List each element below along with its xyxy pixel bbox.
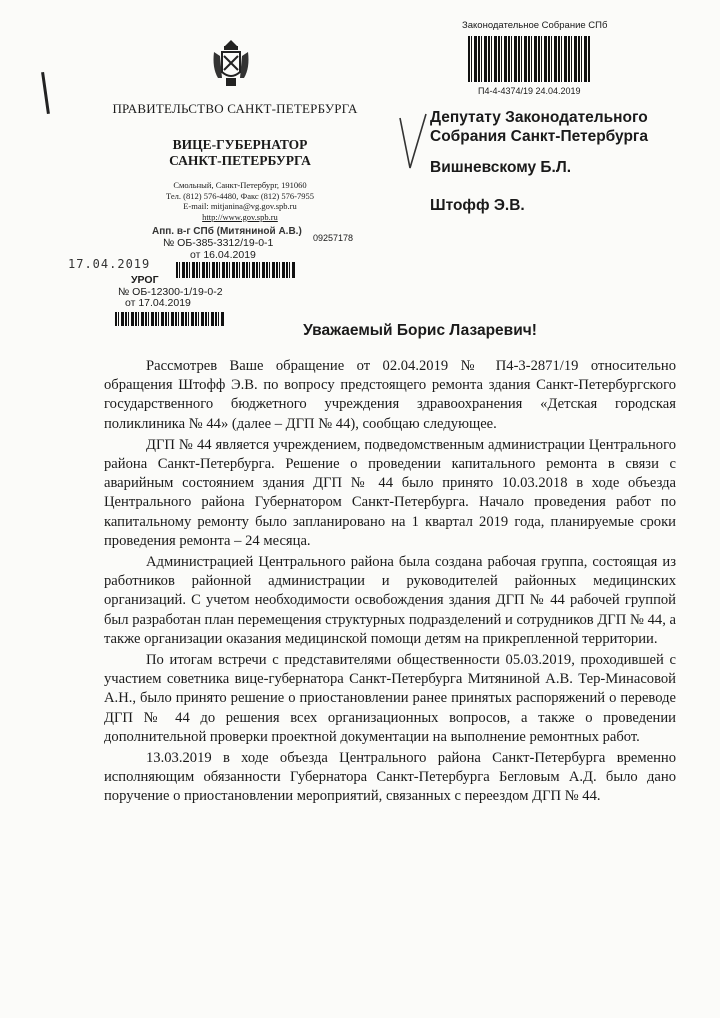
body-paragraph: ДГП № 44 является учреждением, подведомственным администрации Центрального района Санкт-Петербурга. Решение о проведении капитального ремонта в связи с аварийным состоянием здания ДГП № 44 было принято 10.03.2018 в ходе объезда Центрального района Губернатором Санкт-Петербурга. Начало проведения работ по капитальному ремонту было запланировано на 1 квартал 2019 года, планируемые сроки проведения ремонта – 24 месяца. bbox=[104, 436, 676, 549]
recipient-line2: Собрания Санкт-Петербурга bbox=[430, 128, 649, 145]
salutation: Уважаемый Борис Лазаревич! bbox=[303, 322, 537, 339]
recipient-block bbox=[430, 108, 690, 215]
recipient-line1: Депутату Законодательного bbox=[430, 109, 648, 126]
body-paragraph: По итогам встречи с представителями общественности 05.03.2019, проходившей с участием советника вице-губернатора Санкт-Петербурга Митяниной А.В. Тер-Минасовой А.Н., было принято решение о приостановлении ранее принятых распоряжений о переводе ДГП № 44 до решения всех организационных вопросов, а также о проведении дополнительной проверки проектной документации на выполнение ремонтных работ. bbox=[104, 652, 676, 745]
sender-address bbox=[160, 180, 320, 222]
body-paragraph: 13.03.2019 в ходе объезда Центрального района Санкт-Петербурга временно исполняющим обязанности Губернатора Санкт-Петербурга Бегловым А.Д. было дано поручение о приостановлении мероприятий, связанных с переездом ДГП № 44. bbox=[104, 750, 676, 805]
apparatus-stamp: Апп. в-г СПб (Митяниной А.В.) bbox=[152, 226, 302, 237]
vice-governor-line1: ВИЦЕ-ГУБЕРНАТОР bbox=[172, 137, 308, 152]
letter-body bbox=[104, 357, 676, 809]
government-title: ПРАВИТЕЛЬСТВО САНКТ-ПЕТЕРБУРГА bbox=[112, 101, 358, 116]
outgoing-number: № ОБ-385-3312/19-0-1 bbox=[163, 237, 274, 249]
recipient-line3: Вишневскому Б.Л. bbox=[430, 159, 572, 176]
assembly-registration-number: П4-4-4374/19 24.04.2019 bbox=[478, 86, 581, 96]
assembly-barcode bbox=[468, 36, 590, 82]
handwritten-check-mark bbox=[398, 112, 428, 172]
spb-coat-of-arms-icon bbox=[208, 38, 254, 88]
barcode-number: 09257178 bbox=[313, 233, 354, 243]
urog-number: № ОБ-12300-1/19-0-2 bbox=[118, 286, 223, 298]
assembly-stamp-name: Законодательное Собрание СПб bbox=[462, 20, 608, 31]
urog-title: УРОГ bbox=[131, 274, 159, 286]
vice-governor-title bbox=[165, 137, 315, 169]
urog-date: от 17.04.2019 bbox=[125, 297, 191, 309]
handwritten-tick-mark bbox=[41, 72, 50, 114]
address-line2: Тел. (812) 576-4480, Факс (812) 576-7955 bbox=[166, 190, 314, 201]
vice-governor-line2: САНКТ-ПЕТЕРБУРГА bbox=[169, 153, 311, 168]
address-line3: E-mail: mitjanina@vg.gov.spb.ru bbox=[183, 201, 297, 211]
outgoing-date: от 16.04.2019 bbox=[190, 249, 256, 261]
recipient-line4: Штофф Э.В. bbox=[430, 197, 525, 214]
outgoing-barcode bbox=[176, 262, 296, 278]
body-paragraph: Администрацией Центрального района была создана рабочая группа, состоящая из работников районной администрации и руководителей районных медицинских организаций. С учетом необходимости освобождения здания ДГП № 44 рабочей группой был разработан план перемещения структурных подразделений и сотрудников ДГП № 44, а также организации оказания медицинской помощи детям на прикрепленной территории. bbox=[104, 554, 676, 647]
address-line1: Смольный, Санкт-Петербург, 191060 bbox=[173, 180, 307, 190]
received-date-stamp: 17.04.2019 bbox=[68, 257, 151, 271]
body-paragraph: Рассмотрев Ваше обращение от 02.04.2019 № П4-3-2871/19 относительно обращения Штофф Э.В. по вопросу предстоящего ремонта здания Санкт-Петербургского государственного бюджетного учреждения здравоохранения «Детская городская поликлиника № 44» (далее – ДГП № 44), сообщаю следующее. bbox=[104, 358, 676, 432]
website-link[interactable]: http://www.gov.spb.ru bbox=[202, 211, 278, 222]
